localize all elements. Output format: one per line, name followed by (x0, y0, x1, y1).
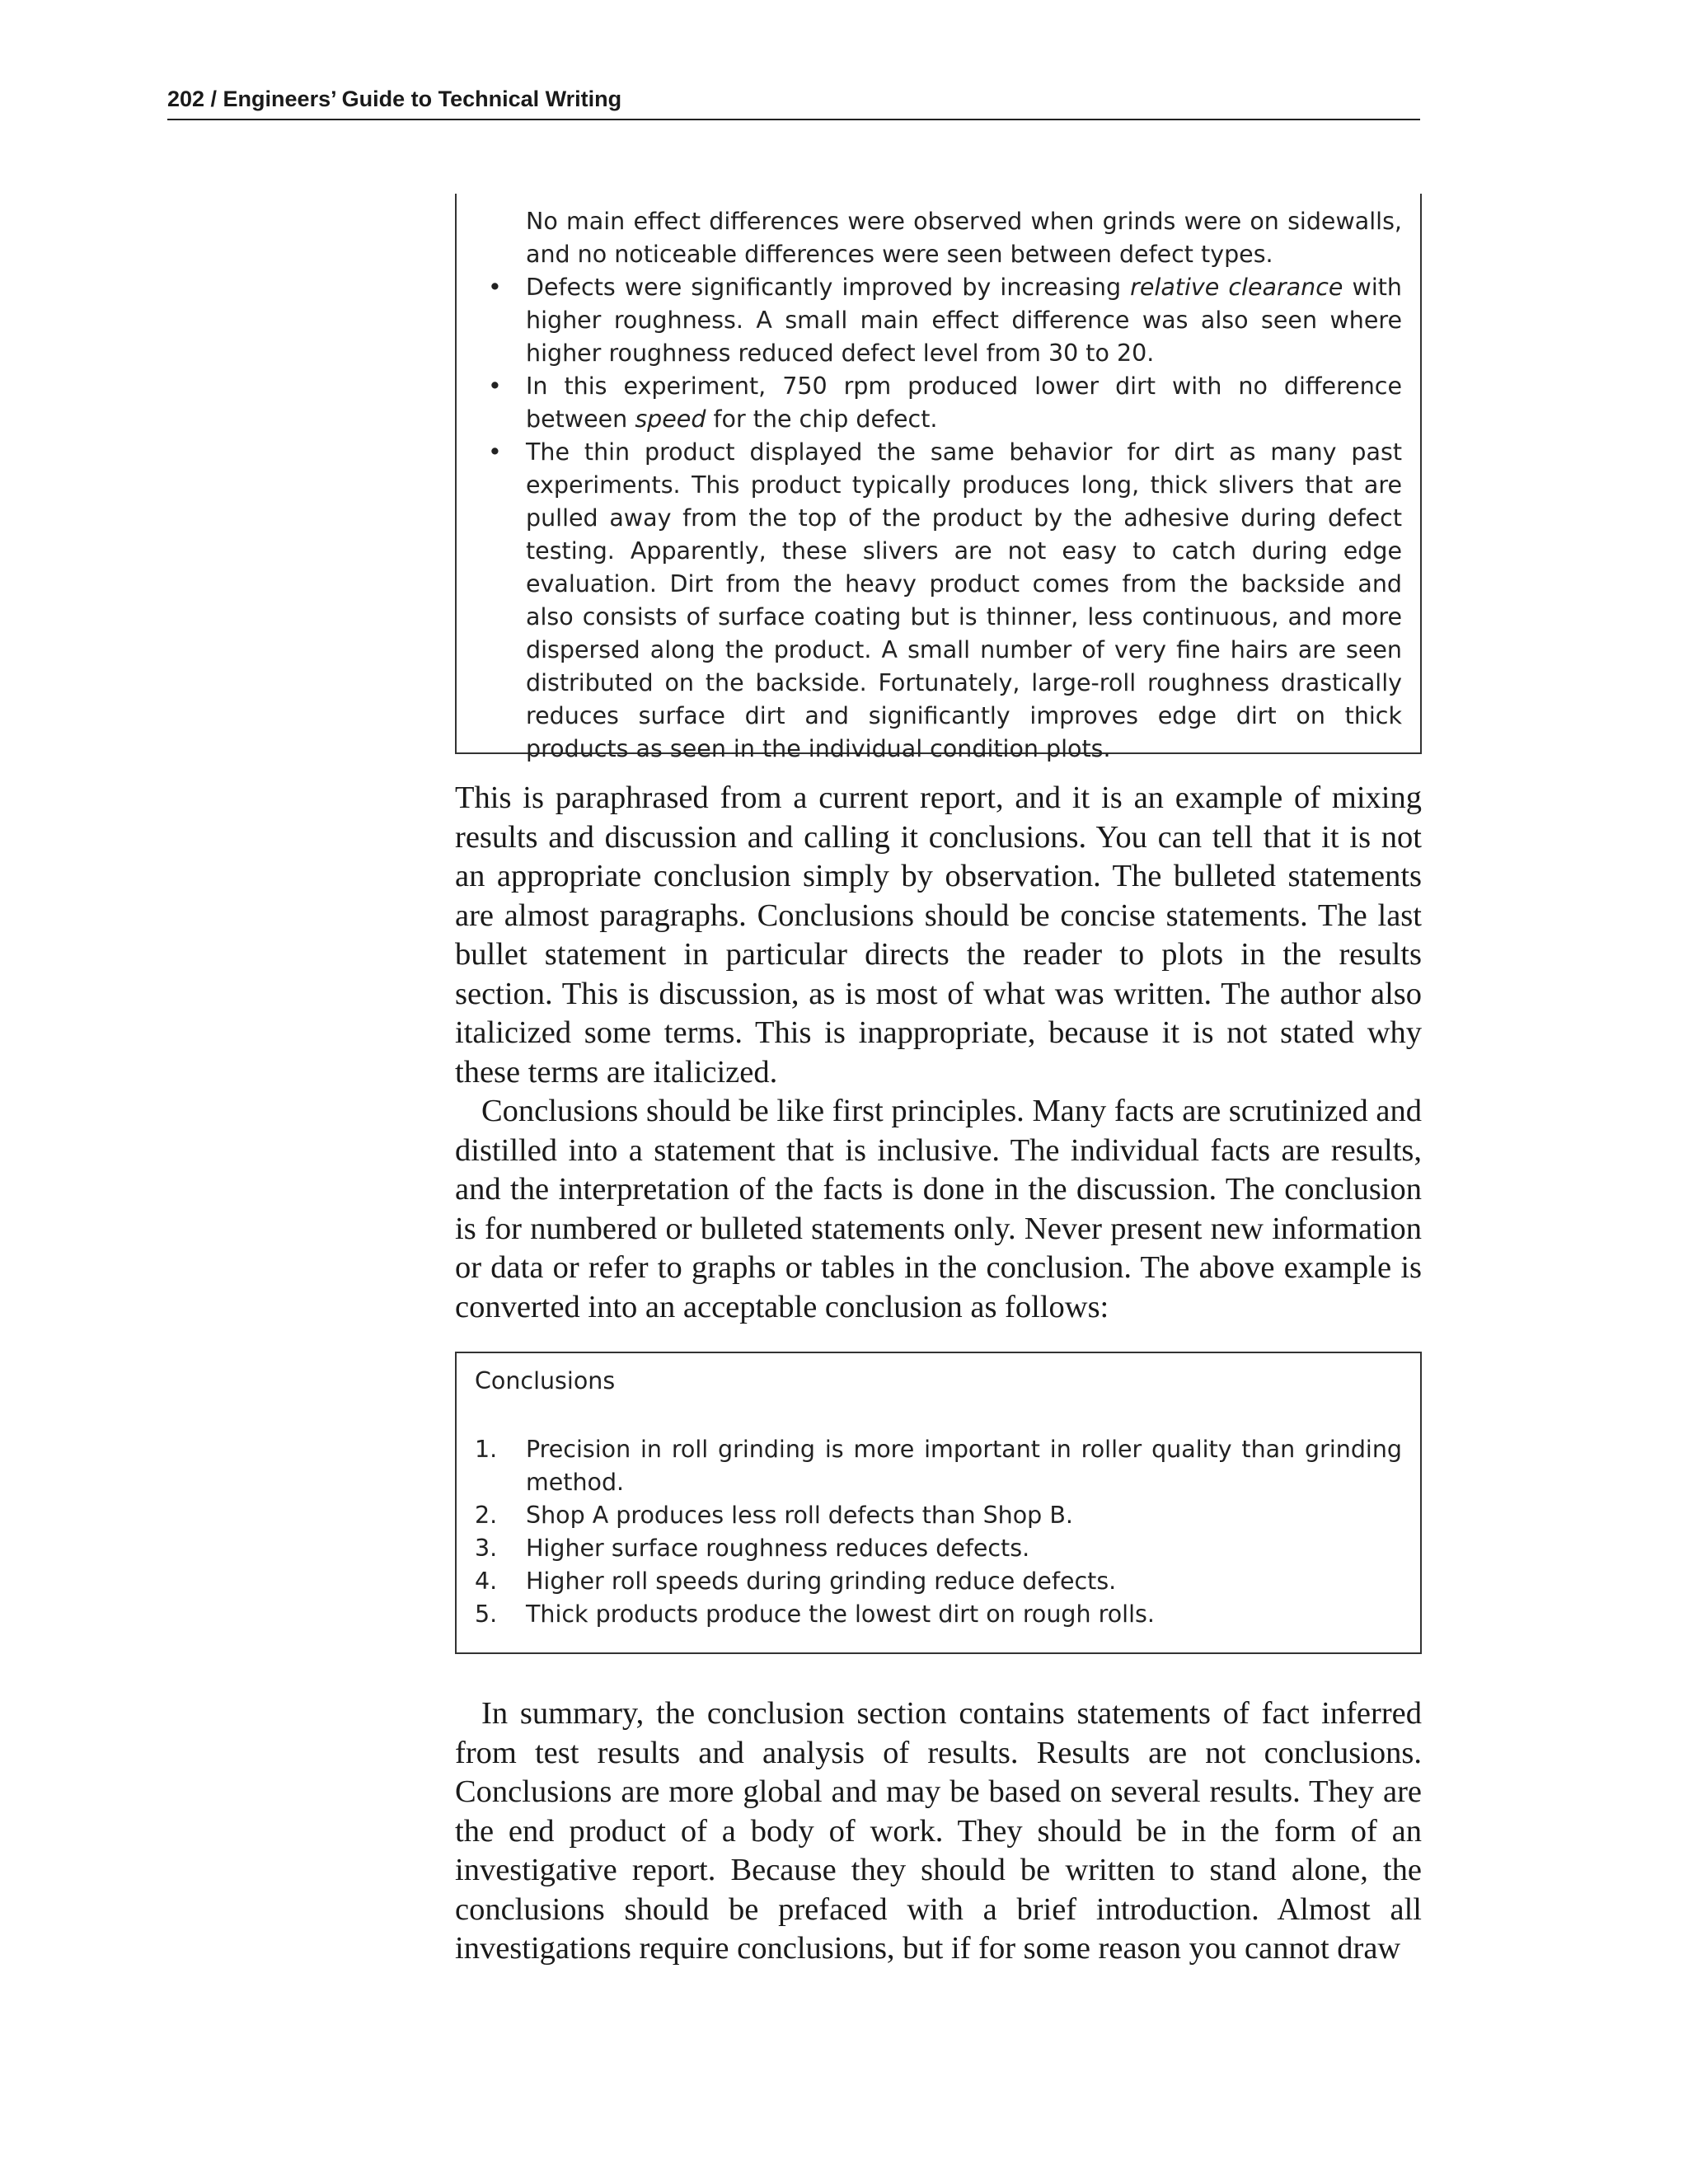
item-number: 1. (475, 1436, 498, 1463)
bullet-marker: • (488, 373, 502, 400)
bullet-marker: • (488, 274, 502, 301)
body-paragraph: This is paraphrased from a current report, and it is an example of mixing results and discussion and calling it conclusions. You can tell that it is not an appropriate conclusion simply by observation. The bulleted statements are almost paragraphs. Conclusions should be concise statements. The last bullet statement in particular directs the reader to plots in the results section. This is discussion, as is most of what was written. The author also italicized some terms. This is inappropriate, because it is not stated why these terms are italicized. (455, 780, 1422, 1090)
item-text: Precision in roll grinding is more important in roller quality than grinding method. (526, 1436, 1402, 1496)
bullet-text: Defects were significantly improved by increasing relative clearance with higher roughness. A small main effect difference was also seen where higher roughness reduced defect level from 30 to 20. (526, 274, 1402, 367)
body-text-block (455, 1694, 1422, 1969)
numbered-item (475, 1499, 1402, 1532)
numbered-item (475, 1598, 1402, 1631)
bullet-item (475, 271, 1402, 370)
item-number: 4. (475, 1568, 498, 1595)
italic-term: speed (635, 405, 706, 433)
item-text: Shop A produces less roll defects than Shop B. (526, 1502, 1073, 1529)
item-number: 5. (475, 1601, 498, 1628)
item-number: 3. (475, 1535, 498, 1562)
bullet-text: The thin product displayed the same behavior for dirt as many past experiments. This product typically produces long, thick slivers that are pulled away from the top of the product by the adhesive during defect testing. Apparently, these slivers are not easy to catch during edge evaluation. Dirt from the heavy product comes from the backside and also consists of surface coating but is thinner, less continuous, and more dispersed along the product. A small number of very fine hairs are seen distributed on the backside. Fortunately, large-roll roughness drastically reduces surface dirt and significantly improves edge dirt on thick products as seen in the individual condition plots. (526, 438, 1402, 762)
bullet-item (475, 370, 1402, 436)
body-paragraph: In summary, the conclusion section contains statements of fact inferred from test results and analysis of results. Results are not conclusions. Conclusions are more global and may be based on several results. They are the end product of a body of work. They should be in the form of an investigative report. Because they should be written to stand alone, the conclusions should be prefaced with a brief introduction. Almost all investigations require conclusions, but if for some reason you cannot draw (455, 1696, 1422, 1966)
italic-term: relative clearance (1130, 274, 1343, 301)
conclusions-box (455, 1352, 1422, 1654)
bullet-marker: • (488, 438, 502, 466)
excerpt-intro: No main effect differences were observed when grinds were on sidewalls, and no noticeable differences were seen between defect types. (526, 208, 1402, 268)
bullet-item (475, 436, 1402, 766)
conclusions-heading: Conclusions (475, 1367, 616, 1394)
item-text: Higher surface roughness reduces defects. (526, 1535, 1030, 1562)
numbered-item (475, 1532, 1402, 1565)
numbered-item (475, 1433, 1402, 1499)
item-number: 2. (475, 1502, 498, 1529)
bullet-text: In this experiment, 750 rpm produced lower dirt with no difference between speed for the chip defect. (526, 373, 1402, 433)
body-text-block (455, 779, 1422, 1327)
body-paragraph: Conclusions should be like first principles. Many facts are scrutinized and distilled into a statement that is inclusive. The individual facts are results, and the interpretation of the facts is done in the discussion. The conclusion is for numbered or bulleted statements only. Never present new information or data or refer to graphs or tables in the conclusion. The above example is converted into an acceptable conclusion as follows: (455, 1094, 1422, 1324)
excerpt-box (455, 194, 1422, 762)
item-text: Thick products produce the lowest dirt on rough rolls. (526, 1601, 1155, 1628)
running-head: 202 / Engineers’ Guide to Technical Writing (167, 82, 1420, 120)
numbered-item (475, 1565, 1402, 1598)
item-text: Higher roll speeds during grinding reduce defects. (526, 1568, 1117, 1595)
